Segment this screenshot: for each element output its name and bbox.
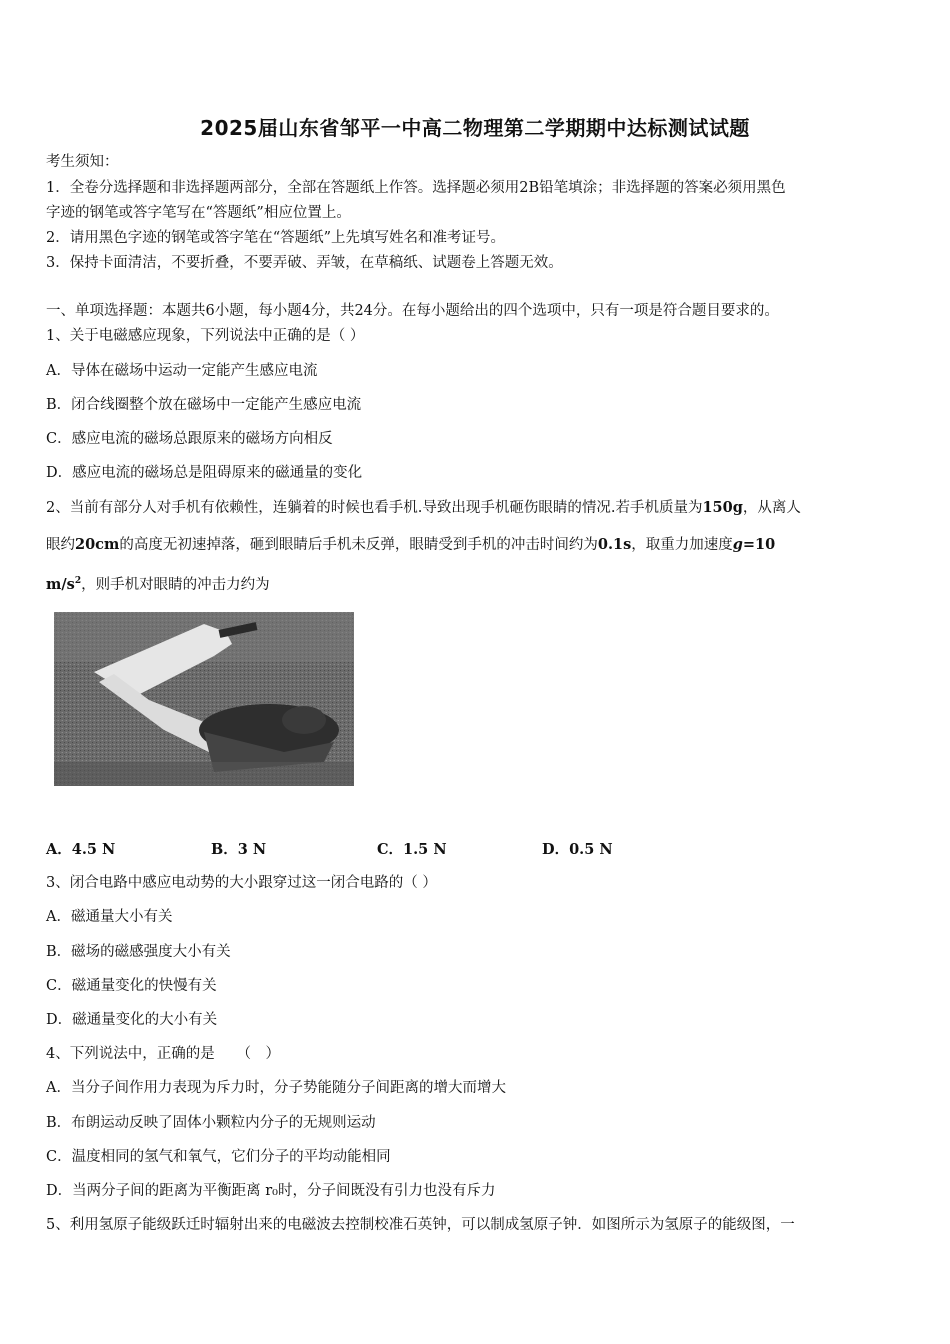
notice-item: 字迹的钢笔或答字笔写在“答题纸”相应位置上。 (46, 205, 351, 221)
question-2-stem-line-2 (46, 535, 775, 555)
q2-option-c-text: C．1.5 N (377, 841, 447, 858)
q2-option-d-text: D．0.5 N (542, 841, 613, 858)
q2-height: 20cm (75, 536, 120, 553)
question-2-stem-line-1 (46, 498, 801, 518)
q2-text: ，则手机对眼睛的冲击力约为 (81, 576, 270, 593)
q2-unit-exponent: 2 (74, 576, 82, 586)
question-2-option-b (211, 840, 266, 860)
q2-g-value: =10 (742, 536, 776, 553)
q2-option-a-text: A．4.5 N (46, 841, 116, 858)
question-4-option-b: B．布朗运动反映了固体小颗粒内分子的无规则运动 (46, 1115, 376, 1131)
question-3-option-a: A．磁通量大小有关 (46, 909, 173, 925)
phone-drop-photo (54, 612, 354, 786)
question-2-stem-line-3 (46, 571, 270, 595)
question-4-option-d: D．当两分子间的距离为平衡距离 r₀时，分子间既没有引力也没有斥力 (46, 1183, 496, 1199)
question-1-option-b: B．闭合线圈整个放在磁场中一定能产生感应电流 (46, 397, 362, 413)
q2-time: 0.1s (597, 536, 632, 553)
q2-text: 2、当前有部分人对手机有依赖性，连躺着的时候也看手机.导致出现手机砸伤眼睛的情况.若手机质量为 (46, 500, 703, 516)
question-2-option-d (542, 840, 613, 860)
q2-g-symbol: g (732, 536, 743, 553)
q2-option-b-text: B．3 N (211, 841, 267, 858)
question-1-stem: 1、关于电磁感应现象，下列说法中正确的是（ ） (46, 328, 365, 344)
page-title: 2025届山东省邹平一中高二物理第二学期期中达标测试试题 (200, 116, 750, 140)
question-2-option-a (46, 840, 115, 860)
q2-text: 眼约 (46, 537, 75, 553)
question-1-option-a: A．导体在磁场中运动一定能产生感应电流 (46, 363, 318, 379)
q2-text: ，取重力加速度 (631, 537, 733, 553)
question-5-stem: 5、利用氢原子能级跃迁时辐射出来的电磁波去控制校准石英钟，可以制成氢原子钟．如图所示为氢原子的能级图，一 (46, 1217, 795, 1233)
question-3-option-c: C．磁通量变化的快慢有关 (46, 978, 217, 994)
section-heading: 一、单项选择题：本题共6小题，每小题4分，共24分。在每小题给出的四个选项中，只有一项是符合题目要求的。 (46, 303, 779, 319)
question-4-stem: 4、下列说法中，正确的是 （ ） (46, 1046, 280, 1062)
notice-item: 2．请用黑色字迹的钢笔或答字笔在“答题纸”上先填写姓名和准考证号。 (46, 230, 506, 246)
notice-item: 1．全卷分选择题和非选择题两部分，全部在答题纸上作答。选择题必须用2B铅笔填涂；非选择题的答案必须用黑色 (46, 180, 786, 196)
notice-item: 3．保持卡面清洁，不要折叠，不要弄破、弄皱，在草稿纸、试题卷上答题无效。 (46, 255, 563, 271)
q2-mass: 150g (702, 499, 743, 516)
question-4-option-c: C．温度相同的氢气和氧气，它们分子的平均动能相同 (46, 1149, 391, 1165)
question-3-stem: 3、闭合电路中感应电动势的大小跟穿过这一闭合电路的（ ） (46, 875, 437, 891)
question-3-option-b: B．磁场的磁感强度大小有关 (46, 944, 231, 960)
q2-text: 的高度无初速掉落，砸到眼睛后手机未反弹，眼睛受到手机的冲击时间约为 (119, 537, 598, 553)
q2-unit: m/s (46, 575, 75, 593)
question-1-option-d: D．感应电流的磁场总是阻碍原来的磁通量的变化 (46, 465, 363, 481)
q2-text: ，从离人 (742, 500, 801, 516)
question-1-option-c: C．感应电流的磁场总跟原来的磁场方向相反 (46, 431, 333, 447)
photo-illustration (54, 612, 354, 786)
question-4-option-a: A．当分子间作用力表现为斥力时，分子势能随分子间距离的增大而增大 (46, 1080, 506, 1096)
question-2-option-c (377, 840, 447, 860)
question-3-option-d: D．磁通量变化的大小有关 (46, 1012, 218, 1028)
notice-heading: 考生须知： (46, 154, 119, 170)
